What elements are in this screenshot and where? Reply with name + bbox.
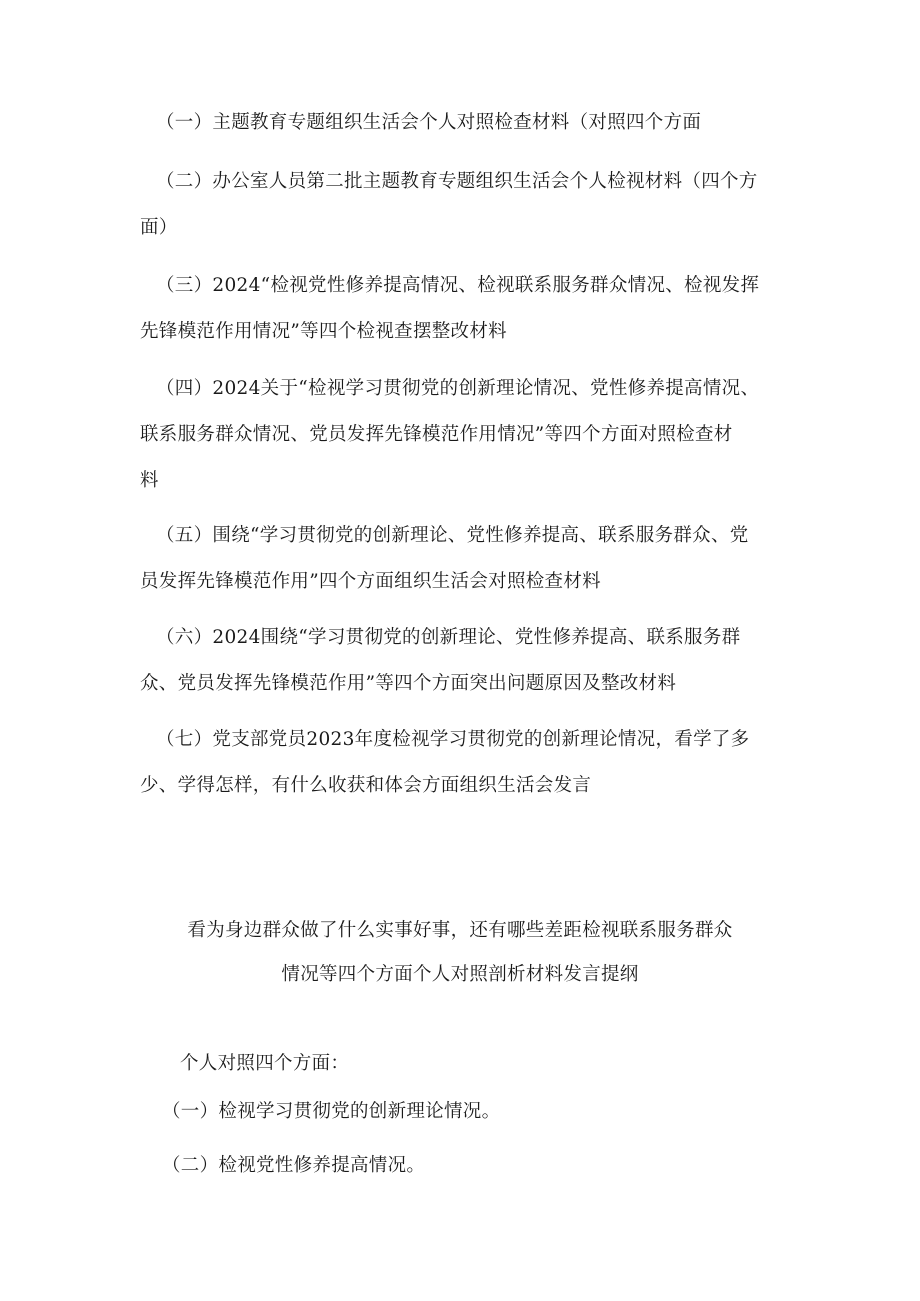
list-item-line: 众、党员发挥先锋模范作用”等四个方面突出问题原因及整改材料	[140, 673, 677, 694]
list-item-line: （六）2024围绕“学习贯彻党的创新理论、党性修养提高、联系服务群	[156, 627, 741, 648]
list-item-line: （一）主题教育专题组织生活会个人对照检查材料（对照四个方面	[156, 112, 702, 133]
list-item-1	[140, 100, 800, 146]
list-item-line: 料	[140, 470, 159, 491]
list-item-line: （三）2024“检视党性修养提高情况、检视联系服务群众情况、检视发挥	[156, 275, 760, 296]
list-item-line: （二）办公室人员第二批主题教育专题组织生活会个人检视材料（四个方	[156, 171, 758, 192]
heading-line: 情况等四个方面个人对照剖析材料发言提纲	[281, 964, 639, 985]
list-item-5	[140, 513, 800, 605]
list-item-line: （四）2024关于“检视学习贯彻党的创新理论情况、党性修养提高情况、	[156, 378, 760, 399]
list-item-line: 面）	[140, 217, 178, 238]
list-item-line: （七）党支部党员2023年度检视学习贯彻党的创新理论情况，看学了多	[156, 729, 750, 750]
point-item-2: （二）检视党性修养提高情况。	[162, 1155, 426, 1176]
list-item-4	[140, 366, 800, 504]
list-item-7	[140, 717, 800, 809]
list-item-line: 联系服务群众情况、党员发挥先锋模范作用情况”等四个方面对照检查材	[140, 424, 733, 445]
section-heading	[0, 909, 920, 997]
list-item-line: 员发挥先锋模范作用”四个方面组织生活会对照检查材料	[140, 571, 601, 592]
list-item-3	[140, 263, 800, 355]
list-item-line: （五）围绕“学习贯彻党的创新理论、党性修养提高、联系服务群众、党	[156, 525, 749, 546]
list-item-line: 先锋模范作用情况”等四个检视查摆整改材料	[140, 321, 507, 342]
list-item-2	[140, 159, 800, 251]
intro-text: 个人对照四个方面：	[180, 1053, 350, 1074]
list-item-line: 少、学得怎样，有什么收获和体会方面组织生活会发言	[140, 775, 592, 796]
heading-line: 看为身边群众做了什么实事好事，还有哪些差距检视联系服务群众	[187, 920, 733, 941]
point-item-1: （一）检视学习贯彻党的创新理论情况。	[162, 1101, 501, 1122]
list-item-6	[140, 615, 800, 707]
